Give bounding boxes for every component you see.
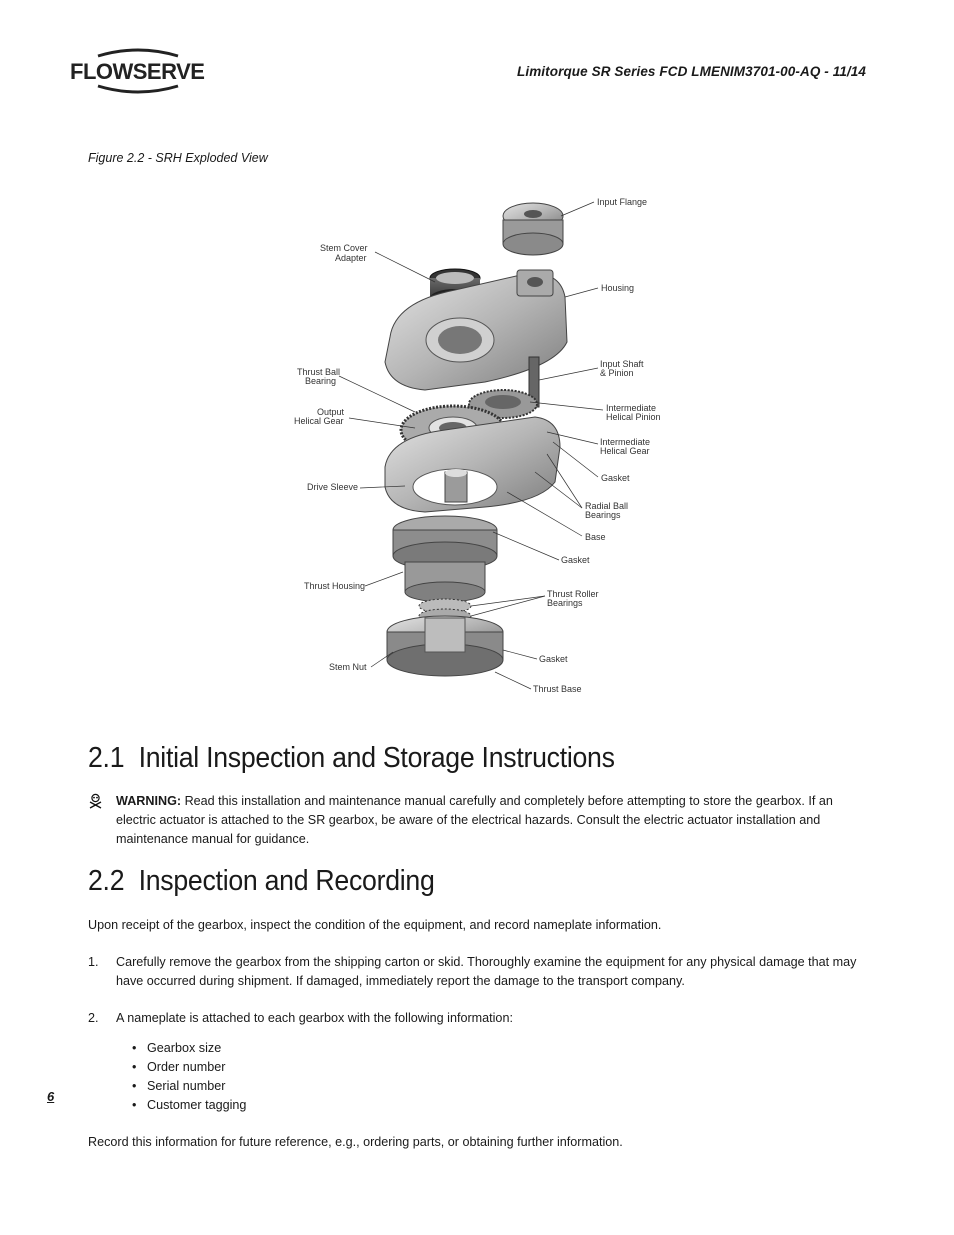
section-2-1-number: 2.1 [88,742,125,774]
label-thrust-ball-2: Bearing [305,376,337,386]
label-gasket-3: Gasket [539,654,568,664]
label-stem-cover-1: Stem Cover [320,243,368,253]
bullet-item: • Serial number [132,1077,246,1096]
label-gasket-2: Gasket [561,555,590,565]
section-2-1-title: Initial Inspection and Storage Instructions [138,742,615,774]
skull-crossbones-icon [88,793,103,809]
label-input-flange: Input Flange [597,197,648,207]
label-thrust-housing: Thrust Housing [304,581,366,591]
label-thrust-roller-2: Bearings [547,598,583,608]
bullet-item: • Gearbox size [132,1039,246,1058]
bullet-item: • Order number [132,1058,246,1077]
nameplate-bullet-list [132,1039,246,1115]
label-drive-sleeve: Drive Sleeve [307,482,359,492]
closing-paragraph: Record this information for future reference, e.g., ordering parts, or obtaining further information. [88,1135,623,1149]
thrust-housing-part [393,516,497,602]
section-2-2-number: 2.2 [88,865,125,897]
logo-text: FLOWSERVE [70,59,205,84]
thrust-base-part [387,616,503,676]
warning-block [88,792,870,849]
list-item [88,953,870,991]
exploded-view-figure [285,192,670,702]
page-number: 6 [47,1089,55,1104]
label-thrust-base: Thrust Base [533,684,582,694]
label-housing: Housing [601,283,635,293]
label-thrust-roller-1: Thrust Roller [547,589,599,599]
label-output-gear-1: Output [317,407,345,417]
label-radial-ball-1: Radial Ball [585,501,629,511]
label-base: Base [585,532,606,542]
label-radial-ball-2: Bearings [585,510,621,520]
section-2-2-title: Inspection and Recording [138,865,435,897]
step-text: Carefully remove the gearbox from the shipping carton or skid. Thoroughly examine the equipment for any physical damage that may have occurred during shipment. If damaged, immediately report the damage to the transport company. [116,955,857,988]
step-number: 1. [88,955,99,969]
label-input-shaft-2: & Pinion [600,368,634,378]
label-int-gear-1: Intermediate [600,437,651,447]
flowserve-logo [68,48,208,96]
warning-text: Read this installation and maintenance manual carefully and completely before attempting to store the gearbox. If an electric actuator is attached to the SR gearbox, be aware of the electrical hazards. Consult the electric actuator installation and maintenance manual for guidance. [116,794,833,846]
input-flange-part [503,203,563,255]
label-int-gear-2: Helical Gear [600,446,650,456]
label-stem-nut: Stem Nut [329,662,367,672]
label-stem-cover-2: Adapter [335,253,367,263]
housing-part [385,270,567,390]
label-input-shaft-1: Input Shaft [600,359,644,369]
list-item [88,1009,870,1028]
step-number: 2. [88,1011,99,1025]
label-int-pinion-1: Intermediate [606,403,657,413]
figure-caption: Figure 2.2 - SRH Exploded View [88,151,268,165]
label-thrust-ball-1: Thrust Ball [297,367,341,377]
section-2-2-heading [88,865,435,898]
bullet-item: • Customer tagging [132,1096,246,1115]
label-int-pinion-2: Helical Pinion [606,412,661,422]
section-2-1-heading [88,742,615,775]
intro-paragraph: Upon receipt of the gearbox, inspect the condition of the equipment, and record nameplate information. [88,918,662,932]
warning-label: WARNING: [116,794,182,808]
step-text: A nameplate is attached to each gearbox with the following information: [116,1011,513,1025]
label-gasket-1: Gasket [601,473,630,483]
label-output-gear-2: Helical Gear [294,416,344,426]
document-reference: Limitorque SR Series FCD LMENIM3701-00-AQ - 11/14 [517,64,866,79]
